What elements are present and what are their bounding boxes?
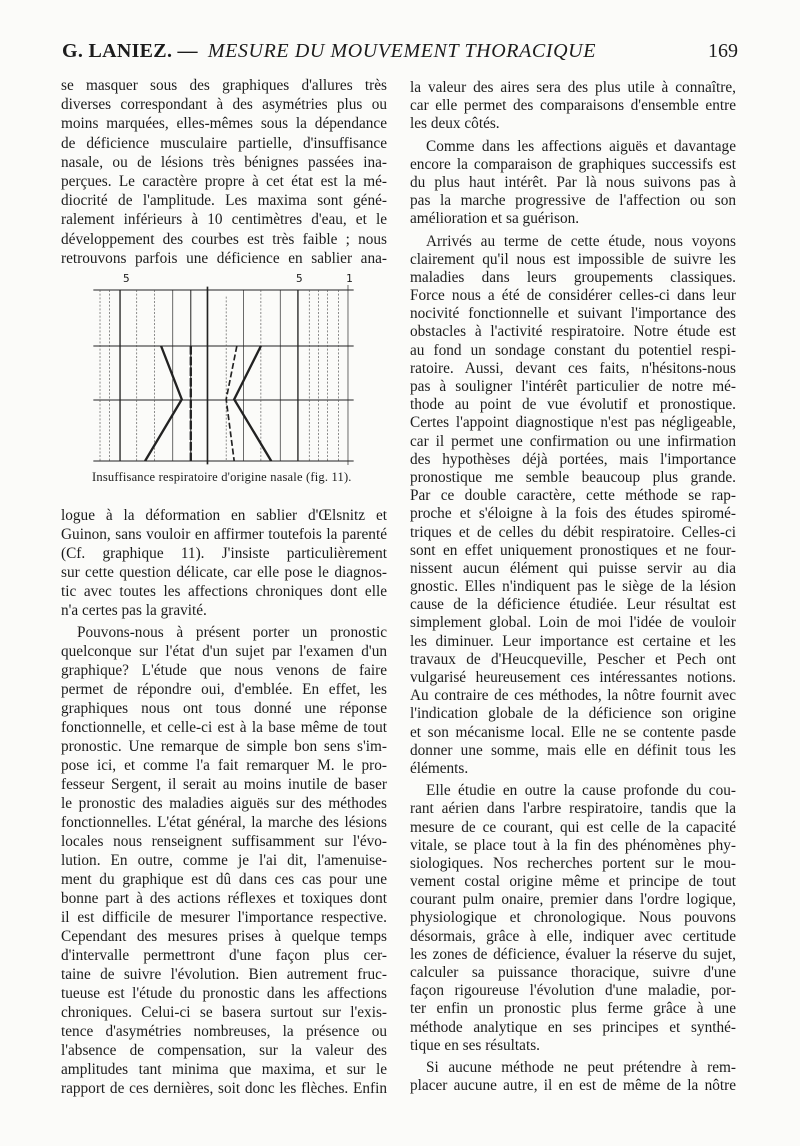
text-line: Certes l'appoint diagnostique n'est pas négligeable, (410, 414, 736, 432)
text-line: logue à la déformation en sablier d'Œlsnitz et (61, 507, 387, 524)
grid-horizontal-lines (93, 290, 353, 461)
text-line: pas la marche progressive de l'affection ou son (410, 192, 736, 210)
text-line: Pouvons-nous à présent porter un pronostic (77, 624, 387, 641)
text-line: nasale, ou de lésions très bénignes passées ina- (61, 153, 387, 171)
text-line: Elle étudie en outre la cause profonde du cou- (426, 782, 736, 800)
text-line: locales nous renseignent suffisamment sur l'évo- (61, 833, 387, 850)
text-line: travaux de d'Heucqueville, Pescher et Pech ont (410, 650, 736, 668)
respiratory-graph-figure (90, 265, 357, 465)
text-line: sur cette question délicate, car elle pose le diagnos- (61, 564, 387, 581)
text-line: méthode analytique en ses principes et synthé- (410, 1018, 736, 1036)
left-curve (145, 346, 182, 461)
text-line: Par ce double caractère, cette méthode se rap- (410, 487, 736, 505)
text-line: perçues. Le caractère propre à cet état est la mé- (61, 172, 387, 190)
text-line: car il permet une confirmation ou une infirmation (410, 432, 736, 450)
paragraph (410, 138, 736, 229)
right-dashed-curve (226, 346, 237, 461)
text-line: l'absence de compensation, sur la valeur des (61, 1042, 387, 1059)
text-line: tueuse est l'étude du pronostic dans les affections (61, 985, 387, 1002)
text-line: obstacles à l'activité respiratoire. Notre étude est (410, 323, 736, 341)
text-line: (Cf. graphique 11). J'insiste particulièrement (61, 545, 387, 562)
text-line: proche et s'éloigne à la fois des études spiromé- (410, 505, 736, 523)
figure-axis-label: 1 (346, 272, 353, 285)
text-line: nocivité fonctionnelle et suivant l'importance des (410, 305, 736, 323)
text-line: chroniques. Celui-ci se basera surtout sur l'exis- (61, 1004, 387, 1021)
text-line: de déficience musculaire partielle, d'insuffisance (61, 134, 387, 152)
running-header (62, 40, 738, 68)
left-column-bottom-text (61, 506, 387, 1098)
header-title: MESURE DU MOUVEMENT THORACIQUE (207, 40, 597, 62)
text-line: lution. En outre, comme je l'ai dit, l'amenuise- (61, 852, 387, 869)
text-line: quelconque sur l'état d'un sujet par l'examen d'un (61, 643, 387, 660)
text-line: courant pulm onaire, premier dans l'ordre logique, (410, 891, 736, 909)
text-line: les diminuer. Leur importance est certaine et les (410, 632, 736, 650)
text-line: ralement inférieurs à 10 centimètres d'eau, et le (61, 211, 387, 229)
text-line: encore la comparaison de graphiques successifs est (410, 155, 736, 173)
text-line: taine de suivre l'évolution. Bien autrement fruc- (61, 966, 387, 983)
text-line: pose ici, et comme l'a fait remarquer M. le pro- (61, 757, 387, 774)
text-line: Cependant des mesures prises à quelque temps (61, 928, 387, 945)
text-line: Force nous a été de considérer celles-ci dans leur (410, 287, 736, 305)
text-line: se masquer sous des graphiques d'allures très (61, 77, 387, 94)
text-line: nissent aucun élément qui puisse servir au dia (410, 559, 736, 577)
right-curve (234, 346, 271, 461)
text-line: rant aérien dans l'arbre respiratoire, tandis que la (410, 800, 736, 818)
text-line: il est difficile de mesurer l'importance respective. (61, 909, 387, 926)
text-line: diocrité de l'amplitude. Les maxima sont géné- (61, 192, 387, 210)
text-line: pronostic. Une remarque de simple bon sens s'im- (61, 738, 387, 755)
text-line: amplitudes tant minima que maxima, et sur le (61, 1061, 387, 1078)
text-line: ter enfin un pronostic plus ferme grâce à une (410, 1000, 736, 1018)
text-line: vement costal origine même et principe de tout (410, 873, 736, 891)
text-line: physiologique et chronologique. Nous pouvons (410, 909, 736, 927)
text-line: la valeur des aires sera des plus utile à connaître, (410, 79, 736, 96)
text-line: et son mécanisme local. Elle ne se contente pasde (410, 723, 736, 741)
text-line: des hypothèses déjà portées, mais l'importance (410, 450, 736, 468)
text-line: permet de répondre oui, d'emblée. En effet, les (61, 681, 387, 698)
figure-caption: Insuffisance respiratoire d'origine nasale (fig. 11). (92, 470, 352, 484)
paragraph (410, 1059, 736, 1095)
text-line: les deux côtés. (410, 115, 500, 133)
text-line: tence d'asymétries nombreuses, la présence ou (61, 1023, 387, 1040)
text-line: sont en effet uniquement pronostiques et ne four- (410, 541, 736, 559)
paragraph (410, 233, 736, 779)
text-line: maladies dans leurs groupements classiques. (410, 268, 736, 286)
text-line: d'intervalle permettront d'une façon plus cer- (61, 947, 387, 964)
text-line: désormais, grâce à elle, indiquer avec certitude (410, 927, 736, 945)
text-line: du plus haut intérêt. Par là nous suivons pas à (410, 173, 736, 191)
text-line: clairement qu'il nous est impossible de suivre les (410, 250, 736, 268)
left-column-top-text (61, 76, 387, 268)
text-line: cause de la déficience étudiée. Leur résultat est (410, 596, 736, 614)
text-line: thode au point de vue évolutif et pronostique. (410, 396, 736, 414)
text-line: triques et de celles du débit respiratoire. Celles-ci (410, 523, 736, 541)
text-line: Guinon, sans vouloir en affirmer toutefois la parenté (61, 526, 387, 543)
paragraph (61, 506, 387, 620)
text-line: fonctionnelle, et celle-ci est à la base même de tout (61, 719, 387, 736)
text-line: calculer sa puissance thoracique, suivre d'une (410, 964, 736, 981)
text-line: vulgarisé heureusement ces intéressantes notions. (410, 669, 736, 686)
text-line: Si aucune méthode ne peut prétendre à rem- (426, 1058, 736, 1076)
text-line: graphiques nous ont tous donné une réponse (61, 700, 387, 717)
paragraph (61, 623, 387, 1098)
text-line: au fond un sondage constant du potentiel respi- (410, 341, 736, 359)
text-line: rapport de ces dernières, soit donc les flèches. Enfin (61, 1080, 387, 1097)
text-line: tic avec toutes les affections chroniques dont elle (61, 583, 387, 600)
text-line: car elle permet des comparaisons d'ensemble entre (410, 97, 736, 115)
text-line: éléments. (410, 759, 469, 777)
text-line: n'a certes pas la gravité. (61, 602, 207, 619)
right-column-text (410, 79, 736, 1095)
text-line: ratoire. Aussi, devant ces faits, n'hésitons-nous (410, 359, 736, 377)
text-line: retrouvons parfois une déficience en sablier ana- (61, 249, 387, 267)
text-line: bonne part à des actions réflexes et toxiques dont (61, 890, 387, 907)
text-line: le pronostic des maladies aiguës sur des méthodes (61, 795, 387, 812)
text-line: vitale, se place tout à la fin des phénomènes phy- (410, 836, 736, 854)
figure-axis-label: 5 (123, 272, 130, 285)
text-line: mesure de ce courant, qui est celle de la capacité (410, 818, 736, 836)
text-line: diverses correspondant à des asymétries plus ou (61, 96, 387, 114)
figure-axis-label: 5 (296, 272, 303, 285)
text-line: façon rigoureuse l'évolution d'une maladie, por- (410, 982, 736, 1000)
text-line: pas à souligner l'intérêt particulier de notre mé- (410, 378, 736, 395)
text-line: gnostic. Elles n'indiquent pas le siège de la lésion (410, 578, 736, 596)
text-line: l'indication globale de la déficience son origine (410, 705, 736, 723)
text-line: graphique? L'étude que nous venons de faire (61, 662, 387, 679)
text-line: pronostique me semble beaucoup plus grande. (410, 468, 736, 486)
text-line: Arrivés au terme de cette étude, nous voyons (426, 232, 736, 250)
text-line: développement des courbes est très faible ; nous (61, 230, 387, 248)
paragraph (61, 76, 387, 268)
text-line: les zones de déficience, évaluer la réserve du sujet, (410, 945, 736, 963)
text-line: Comme dans les affections aiguës et davantage (426, 137, 736, 155)
text-line: moins marquées, elles-mêmes sous la dépendance (61, 115, 387, 133)
text-line: simplement global. Loin de moi l'idée de vouloir (410, 614, 736, 632)
text-line: fonctionnelles. L'état général, la marche des lésions (61, 814, 387, 831)
text-line: siologiques. Nos recherches portent sur le mou- (410, 854, 736, 872)
paragraph (410, 79, 736, 134)
text-line: amélioration et sa guérison. (410, 210, 580, 228)
grid-dotted-lines (100, 290, 339, 461)
text-line: donner une somme, mais elle en définit tous les (410, 741, 736, 759)
text-line: ment du graphique est dû dans ces cas pour une (61, 871, 387, 888)
page-number: 169 (708, 40, 738, 62)
text-line: tique en ses résultats. (410, 1036, 540, 1054)
text-line: placer aucune autre, il en est de même de la nôtre (410, 1077, 736, 1095)
paragraph (410, 782, 736, 1055)
text-line: Au contraire de ces méthodes, la nôtre fournit avec (410, 687, 736, 705)
text-line: fesseur Sergent, il serait au moins inutile de baser (61, 776, 387, 793)
header-author: G. LANIEZ. — (62, 40, 198, 62)
